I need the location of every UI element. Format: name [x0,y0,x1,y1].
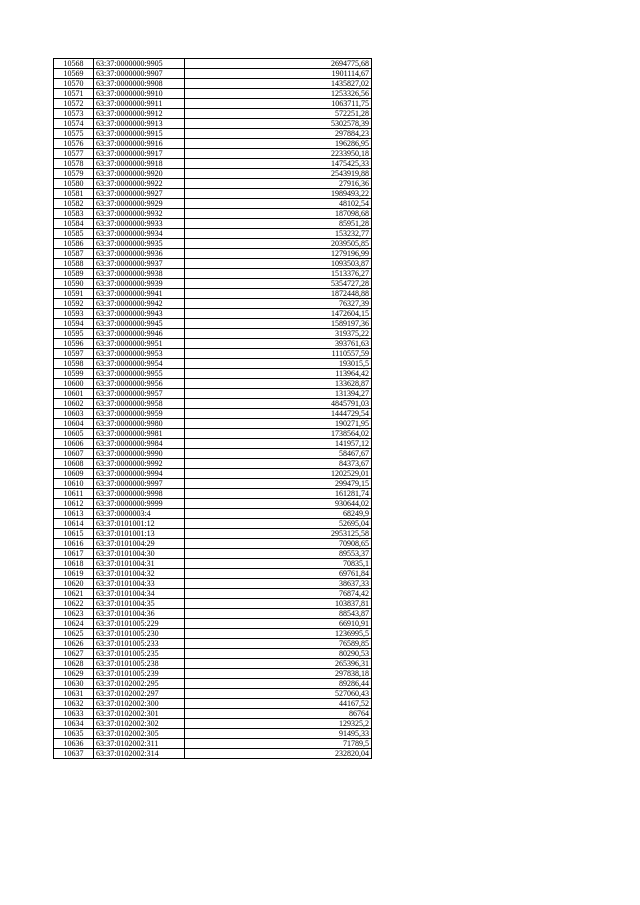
value-cell: 2039505,85 [185,239,372,249]
value-cell: 930644,02 [185,499,372,509]
row-number-cell: 10618 [54,559,94,569]
row-number-cell: 10592 [54,299,94,309]
cadastral-number-cell: 63:37:0000000:9957 [94,389,185,399]
table-row [54,709,372,719]
value-cell: 1279196,99 [185,249,372,259]
row-number-cell: 10595 [54,329,94,339]
value-cell: 196286,95 [185,139,372,149]
row-number-cell: 10628 [54,659,94,669]
cadastral-number-cell: 63:37:0000000:9938 [94,269,185,279]
value-cell: 103837,81 [185,599,372,609]
cadastral-number-cell: 63:37:0000000:9908 [94,79,185,89]
cadastral-number-cell: 63:37:0000000:9945 [94,319,185,329]
row-number-cell: 10624 [54,619,94,629]
cadastral-number-cell: 63:37:0000000:9990 [94,449,185,459]
cadastral-number-cell: 63:37:0000000:9956 [94,379,185,389]
row-number-cell: 10637 [54,749,94,759]
cadastral-number-cell: 63:37:0101005:230 [94,629,185,639]
table-row [54,249,372,259]
cadastral-number-cell: 63:37:0101004:31 [94,559,185,569]
cadastral-number-cell: 63:37:0000000:9922 [94,179,185,189]
row-number-cell: 10570 [54,79,94,89]
value-cell: 133628,87 [185,379,372,389]
table-row [54,199,372,209]
row-number-cell: 10579 [54,169,94,179]
table-row [54,289,372,299]
row-number-cell: 10604 [54,419,94,429]
cadastral-number-cell: 63:37:0000000:9934 [94,229,185,239]
value-cell: 66910,91 [185,619,372,629]
cadastral-number-cell: 63:37:0000000:9958 [94,399,185,409]
value-cell: 5302578,39 [185,119,372,129]
value-cell: 91495,33 [185,729,372,739]
table-row [54,429,372,439]
table-row [54,569,372,579]
row-number-cell: 10617 [54,549,94,559]
row-number-cell: 10573 [54,109,94,119]
cadastral-number-cell: 63:37:0000000:9911 [94,99,185,109]
cadastral-number-cell: 63:37:0102002:301 [94,709,185,719]
row-number-cell: 10619 [54,569,94,579]
value-cell: 2543919,88 [185,169,372,179]
cadastral-number-cell: 63:37:0000000:9915 [94,129,185,139]
table-row [54,119,372,129]
table-row [54,629,372,639]
table-row [54,129,372,139]
cadastral-number-cell: 63:37:0101005:233 [94,639,185,649]
cadastral-number-cell: 63:37:0000000:9981 [94,429,185,439]
row-number-cell: 10593 [54,309,94,319]
row-number-cell: 10626 [54,639,94,649]
value-cell: 2233950,18 [185,149,372,159]
value-cell: 1236995,5 [185,629,372,639]
cadastral-number-cell: 63:37:0101004:35 [94,599,185,609]
row-number-cell: 10586 [54,239,94,249]
row-number-cell: 10605 [54,429,94,439]
cadastral-number-cell: 63:37:0000000:9916 [94,139,185,149]
row-number-cell: 10583 [54,209,94,219]
row-number-cell: 10616 [54,539,94,549]
table-row [54,619,372,629]
table-row [54,479,372,489]
value-cell: 1093503,87 [185,259,372,269]
row-number-cell: 10634 [54,719,94,729]
table-row [54,369,372,379]
row-number-cell: 10633 [54,709,94,719]
cadastral-number-cell: 63:37:0000000:9980 [94,419,185,429]
row-number-cell: 10608 [54,459,94,469]
cadastral-number-cell: 63:37:0000000:9997 [94,479,185,489]
value-cell: 187098,68 [185,209,372,219]
table-row [54,669,372,679]
table-row [54,359,372,369]
value-cell: 68249,9 [185,509,372,519]
row-number-cell: 10580 [54,179,94,189]
row-number-cell: 10635 [54,729,94,739]
table-row [54,59,372,69]
row-number-cell: 10603 [54,409,94,419]
value-cell: 76327,39 [185,299,372,309]
value-cell: 193015,5 [185,359,372,369]
value-cell: 1738564,02 [185,429,372,439]
value-cell: 80290,53 [185,649,372,659]
value-cell: 299479,15 [185,479,372,489]
row-number-cell: 10574 [54,119,94,129]
cadastral-number-cell: 63:37:0000000:9943 [94,309,185,319]
table-row [54,329,372,339]
value-cell: 4845791,03 [185,399,372,409]
cadastral-number-cell: 63:37:0101004:30 [94,549,185,559]
table-row [54,99,372,109]
table-row [54,89,372,99]
value-cell: 89286,44 [185,679,372,689]
table-row [54,319,372,329]
table-row [54,459,372,469]
row-number-cell: 10606 [54,439,94,449]
row-number-cell: 10599 [54,369,94,379]
cadastral-number-cell: 63:37:0000000:9954 [94,359,185,369]
row-number-cell: 10620 [54,579,94,589]
table-body [54,59,372,759]
value-cell: 1989493,22 [185,189,372,199]
value-cell: 1202529,01 [185,469,372,479]
cadastral-number-cell: 63:37:0102002:302 [94,719,185,729]
cadastral-number-cell: 63:37:0101005:235 [94,649,185,659]
row-number-cell: 10631 [54,689,94,699]
row-number-cell: 10614 [54,519,94,529]
table-row [54,209,372,219]
table-row [54,689,372,699]
row-number-cell: 10598 [54,359,94,369]
cadastral-number-cell: 63:37:0000000:9929 [94,199,185,209]
cadastral-number-cell: 63:37:0000000:9927 [94,189,185,199]
table-row [54,149,372,159]
row-number-cell: 10589 [54,269,94,279]
table-row [54,539,372,549]
table-row [54,729,372,739]
row-number-cell: 10609 [54,469,94,479]
row-number-cell: 10587 [54,249,94,259]
cadastral-number-cell: 63:37:0000000:9942 [94,299,185,309]
value-cell: 85951,28 [185,219,372,229]
value-cell: 2953125,58 [185,529,372,539]
cadastral-number-cell: 63:37:0101004:34 [94,589,185,599]
table-row [54,69,372,79]
cadastral-number-cell: 63:37:0000000:9918 [94,159,185,169]
row-number-cell: 10601 [54,389,94,399]
row-number-cell: 10578 [54,159,94,169]
table-row [54,279,372,289]
row-number-cell: 10625 [54,629,94,639]
value-cell: 5354727,28 [185,279,372,289]
cadastral-number-cell: 63:37:0101001:13 [94,529,185,539]
cadastral-number-cell: 63:37:0000000:9935 [94,239,185,249]
cadastral-number-cell: 63:37:0102002:305 [94,729,185,739]
value-cell: 1872448,88 [185,289,372,299]
table-row [54,449,372,459]
row-number-cell: 10577 [54,149,94,159]
cadastral-number-cell: 63:37:0000000:9959 [94,409,185,419]
cadastral-number-cell: 63:37:0000000:9941 [94,289,185,299]
table-row [54,739,372,749]
table-row [54,549,372,559]
cadastral-number-cell: 63:37:0000000:9937 [94,259,185,269]
value-cell: 527060,43 [185,689,372,699]
row-number-cell: 10613 [54,509,94,519]
value-cell: 1063711,75 [185,99,372,109]
row-number-cell: 10612 [54,499,94,509]
table-row [54,399,372,409]
table-row [54,169,372,179]
table-row [54,639,372,649]
value-cell: 1475425,33 [185,159,372,169]
value-cell: 2694775,68 [185,59,372,69]
row-number-cell: 10630 [54,679,94,689]
value-cell: 393761,63 [185,339,372,349]
value-cell: 1435827,02 [185,79,372,89]
value-cell: 232820,04 [185,749,372,759]
table-row [54,259,372,269]
row-number-cell: 10597 [54,349,94,359]
table-row [54,609,372,619]
cadastral-number-cell: 63:37:0101001:12 [94,519,185,529]
table-row [54,189,372,199]
cadastral-number-cell: 63:37:0101004:32 [94,569,185,579]
table-row [54,679,372,689]
table-row [54,309,372,319]
row-number-cell: 10576 [54,139,94,149]
value-cell: 153232,77 [185,229,372,239]
table-row [54,159,372,169]
row-number-cell: 10571 [54,89,94,99]
cadastral-number-cell: 63:37:0000000:9946 [94,329,185,339]
table-row [54,519,372,529]
table-row [54,239,372,249]
value-cell: 1589197,36 [185,319,372,329]
table-row [54,699,372,709]
table-row [54,649,372,659]
cadastral-number-cell: 63:37:0101005:238 [94,659,185,669]
table-row [54,389,372,399]
value-cell: 265396,31 [185,659,372,669]
row-number-cell: 10585 [54,229,94,239]
table-row [54,339,372,349]
cadastral-number-cell: 63:37:0000003:4 [94,509,185,519]
value-cell: 319375,22 [185,329,372,339]
row-number-cell: 10582 [54,199,94,209]
row-number-cell: 10575 [54,129,94,139]
table-row [54,559,372,569]
table-row [54,599,372,609]
table-row [54,79,372,89]
row-number-cell: 10568 [54,59,94,69]
row-number-cell: 10623 [54,609,94,619]
value-cell: 69761,84 [185,569,372,579]
table-row [54,579,372,589]
value-cell: 1253326,56 [185,89,372,99]
cadastral-number-cell: 63:37:0000000:9939 [94,279,185,289]
table-row [54,379,372,389]
row-number-cell: 10621 [54,589,94,599]
value-cell: 1444729,54 [185,409,372,419]
cadastral-number-cell: 63:37:0101004:36 [94,609,185,619]
table-row [54,509,372,519]
table-row [54,529,372,539]
cadastral-number-cell: 63:37:0000000:9912 [94,109,185,119]
value-cell: 52695,04 [185,519,372,529]
table-row [54,219,372,229]
cadastral-number-cell: 63:37:0000000:9920 [94,169,185,179]
table-row [54,439,372,449]
table-row [54,229,372,239]
cadastral-number-cell: 63:37:0000000:9955 [94,369,185,379]
table-row [54,109,372,119]
value-cell: 1110557,59 [185,349,372,359]
row-number-cell: 10615 [54,529,94,539]
cadastral-number-cell: 63:37:0000000:9910 [94,89,185,99]
value-cell: 76589,85 [185,639,372,649]
value-cell: 1472604,15 [185,309,372,319]
cadastral-number-cell: 63:37:0101004:33 [94,579,185,589]
row-number-cell: 10636 [54,739,94,749]
table-row [54,719,372,729]
cadastral-number-cell: 63:37:0000000:9905 [94,59,185,69]
value-cell: 297884,23 [185,129,372,139]
cadastral-number-cell: 63:37:0000000:9999 [94,499,185,509]
cadastral-number-cell: 63:37:0000000:9994 [94,469,185,479]
cadastral-number-cell: 63:37:0101005:229 [94,619,185,629]
value-cell: 1513376,27 [185,269,372,279]
row-number-cell: 10629 [54,669,94,679]
cadastral-number-cell: 63:37:0000000:9951 [94,339,185,349]
row-number-cell: 10588 [54,259,94,269]
value-cell: 141957,12 [185,439,372,449]
cadastral-number-cell: 63:37:0102002:295 [94,679,185,689]
table-row [54,139,372,149]
cadastral-number-cell: 63:37:0102002:311 [94,739,185,749]
table-row [54,469,372,479]
value-cell: 86764 [185,709,372,719]
row-number-cell: 10594 [54,319,94,329]
cadastral-number-cell: 63:37:0000000:9992 [94,459,185,469]
cadastral-number-cell: 63:37:0102002:300 [94,699,185,709]
value-cell: 70835,1 [185,559,372,569]
row-number-cell: 10622 [54,599,94,609]
row-number-cell: 10610 [54,479,94,489]
value-cell: 297838,18 [185,669,372,679]
table-row [54,179,372,189]
table-row [54,409,372,419]
table-row [54,489,372,499]
data-table [53,58,372,759]
row-number-cell: 10627 [54,649,94,659]
cadastral-number-cell: 63:37:0102002:314 [94,749,185,759]
cadastral-number-cell: 63:37:0000000:9953 [94,349,185,359]
cadastral-number-cell: 63:37:0000000:9998 [94,489,185,499]
row-number-cell: 10607 [54,449,94,459]
value-cell: 113964,42 [185,369,372,379]
row-number-cell: 10602 [54,399,94,409]
cadastral-number-cell: 63:37:0101004:29 [94,539,185,549]
row-number-cell: 10581 [54,189,94,199]
cadastral-number-cell: 63:37:0000000:9907 [94,69,185,79]
cadastral-number-cell: 63:37:0102002:297 [94,689,185,699]
table-row [54,589,372,599]
value-cell: 131394,27 [185,389,372,399]
row-number-cell: 10569 [54,69,94,79]
value-cell: 572251,28 [185,109,372,119]
table-row [54,749,372,759]
cadastral-number-cell: 63:37:0000000:9984 [94,439,185,449]
table-row [54,499,372,509]
table-row [54,659,372,669]
row-number-cell: 10590 [54,279,94,289]
cadastral-number-cell: 63:37:0101005:239 [94,669,185,679]
row-number-cell: 10572 [54,99,94,109]
cadastral-number-cell: 63:37:0000000:9913 [94,119,185,129]
cadastral-number-cell: 63:37:0000000:9917 [94,149,185,159]
table-row [54,269,372,279]
row-number-cell: 10591 [54,289,94,299]
table-row [54,419,372,429]
value-cell: 58467,67 [185,449,372,459]
row-number-cell: 10600 [54,379,94,389]
value-cell: 1901114,67 [185,69,372,79]
value-cell: 27916,36 [185,179,372,189]
cadastral-number-cell: 63:37:0000000:9936 [94,249,185,259]
row-number-cell: 10584 [54,219,94,229]
value-cell: 161281,74 [185,489,372,499]
value-cell: 38637,33 [185,579,372,589]
table-row [54,349,372,359]
row-number-cell: 10596 [54,339,94,349]
value-cell: 71789,5 [185,739,372,749]
value-cell: 48102,54 [185,199,372,209]
value-cell: 88543,87 [185,609,372,619]
value-cell: 89553,37 [185,549,372,559]
value-cell: 84373,67 [185,459,372,469]
row-number-cell: 10632 [54,699,94,709]
table-row [54,299,372,309]
row-number-cell: 10611 [54,489,94,499]
value-cell: 44167,52 [185,699,372,709]
cadastral-number-cell: 63:37:0000000:9932 [94,209,185,219]
value-cell: 70908,65 [185,539,372,549]
cadastral-number-cell: 63:37:0000000:9933 [94,219,185,229]
value-cell: 76874,42 [185,589,372,599]
value-cell: 129325,2 [185,719,372,729]
value-cell: 190271,95 [185,419,372,429]
